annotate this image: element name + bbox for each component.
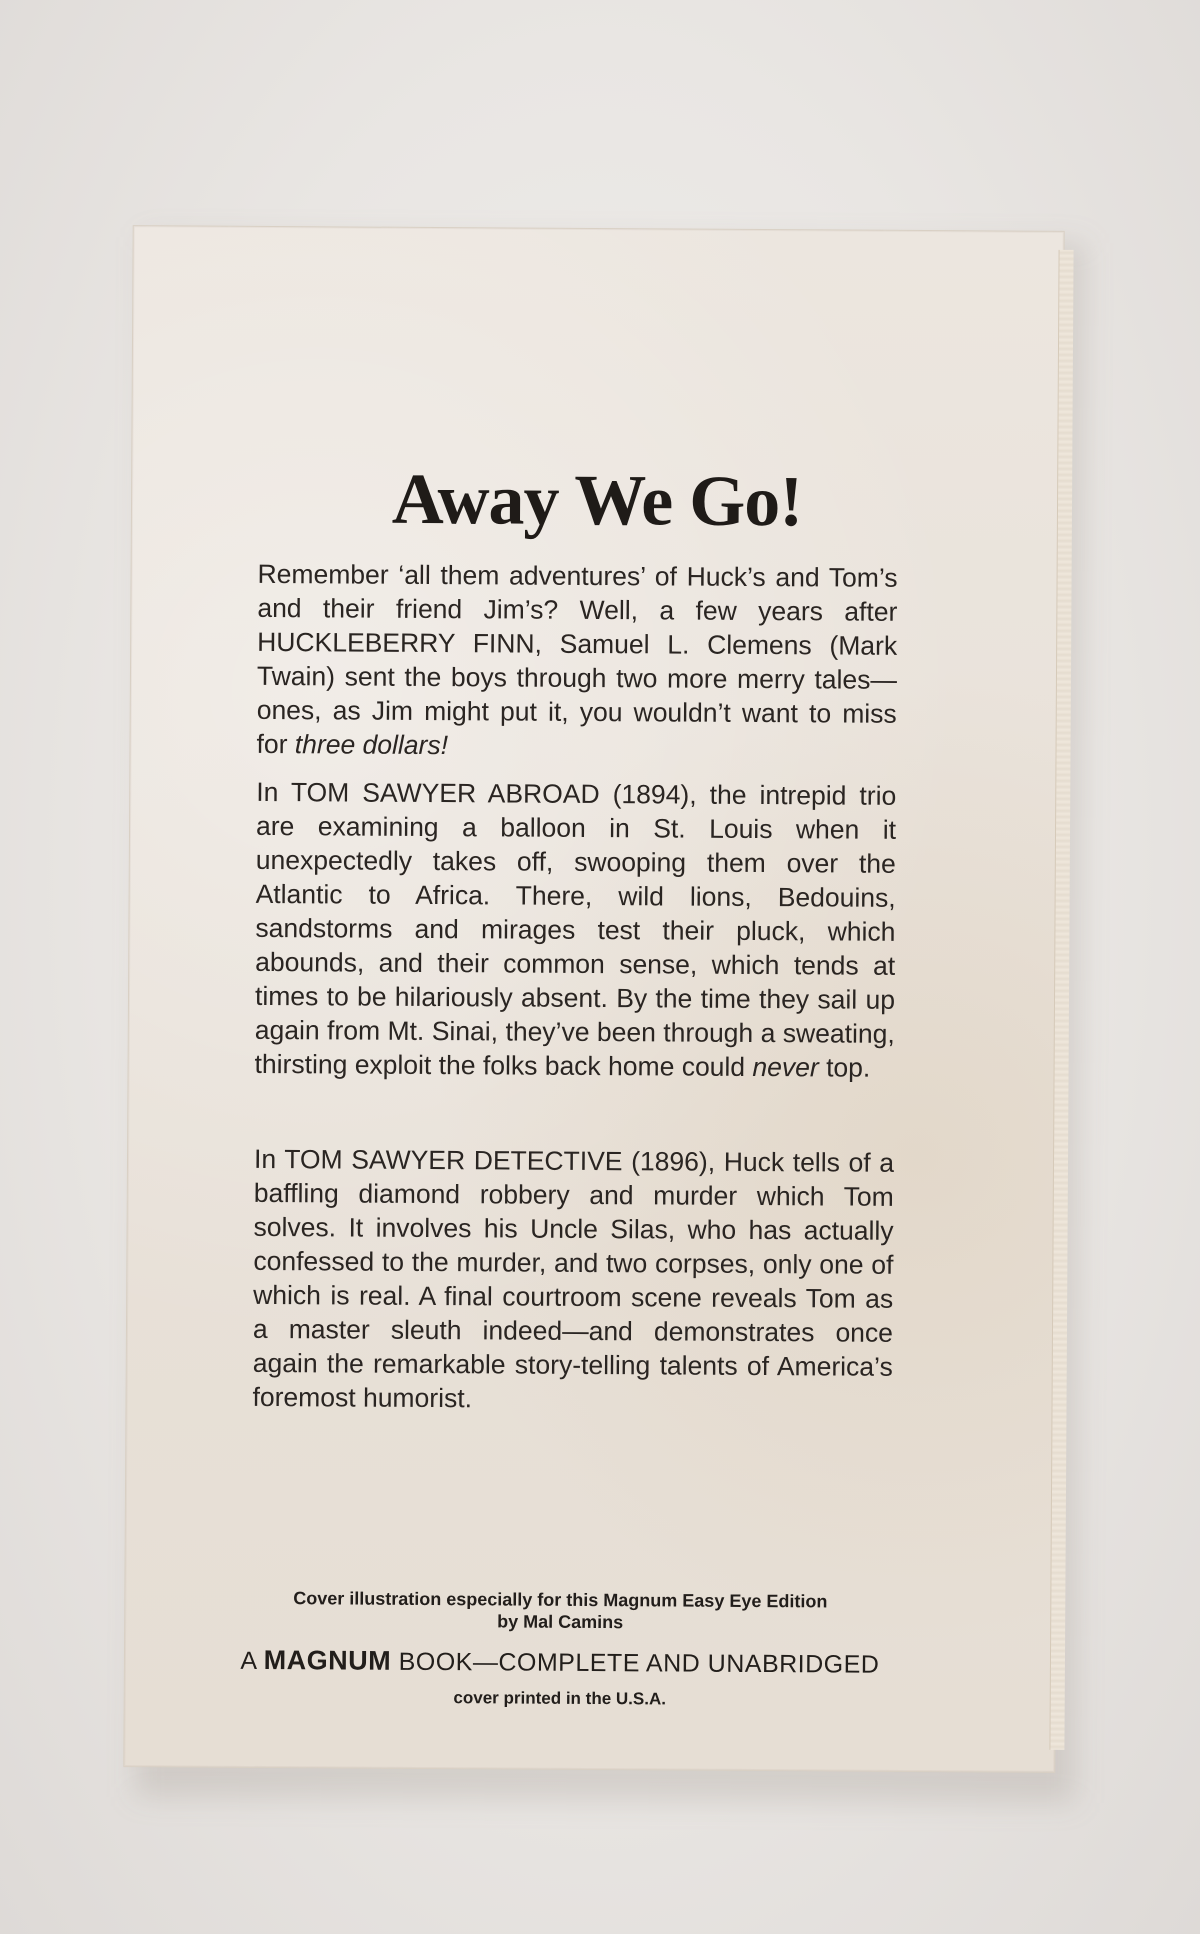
credits-block xyxy=(220,1587,901,1712)
publisher-prefix: A xyxy=(240,1646,264,1675)
blurb-paragraph-2-text-end: top. xyxy=(818,1052,871,1083)
publisher-suffix: BOOK—COMPLETE AND UNABRIDGED xyxy=(391,1647,880,1679)
blurb-paragraph-1-text: Remember ‘all them adventures’ of Huck’s and Tom’s and their friend Jim’s? Well, a few years after HUCKLEBERRY FINN, Samuel L. Clemens (Mark Twain) sent the boys through two more merry tales—ones, as Jim might put it, you wouldn’t want to miss for xyxy=(256,558,898,760)
blurb-paragraph-1-emphasis: three dollars! xyxy=(294,729,449,761)
book-back-cover xyxy=(123,225,1064,1773)
blurb-paragraph-2-emphasis: never xyxy=(752,1051,819,1083)
blurb-paragraph-3: In TOM SAWYER DETECTIVE (1896), Huck tells of a baffling diamond robbery and murder which Tom solves. It involves his Uncle Silas, who has actually confessed to the murder, and two corpses, only one of which is real. A final courtroom scene reveals Tom as a master sleuth indeed—and demonstrates once again the remarkable story-telling talents of America’s foremost humorist. xyxy=(252,1143,895,1414)
illustration-credit: Cover illustration especially for this Magnum Easy Eye Edition xyxy=(293,1588,828,1612)
publisher-name: MAGNUM xyxy=(263,1644,392,1676)
blurb-paragraph-2 xyxy=(254,775,896,1085)
blurb-paragraph-2-text: In TOM SAWYER ABROAD (1894), the intrepid trio are examining a balloon in St. Louis when it unexpectedly takes off, swooping them over the Atlantic to Africa. There, wild lions, Bedouins, sandstorms and mirages test their pluck, which abounds, and their common sense, which tends at times to be hilariously absent. By the time they sail up again from Mt. Sinai, they’ve been through a sweating, thirsting exploit the folks back home could xyxy=(254,776,897,1082)
cover-title: Away We Go! xyxy=(391,458,803,542)
publisher-line xyxy=(220,1645,900,1680)
illustrator-credit: by Mal Camins xyxy=(497,1611,624,1633)
printed-in-line: cover printed in the U.S.A. xyxy=(453,1688,667,1709)
blurb-paragraph-1 xyxy=(256,557,897,765)
